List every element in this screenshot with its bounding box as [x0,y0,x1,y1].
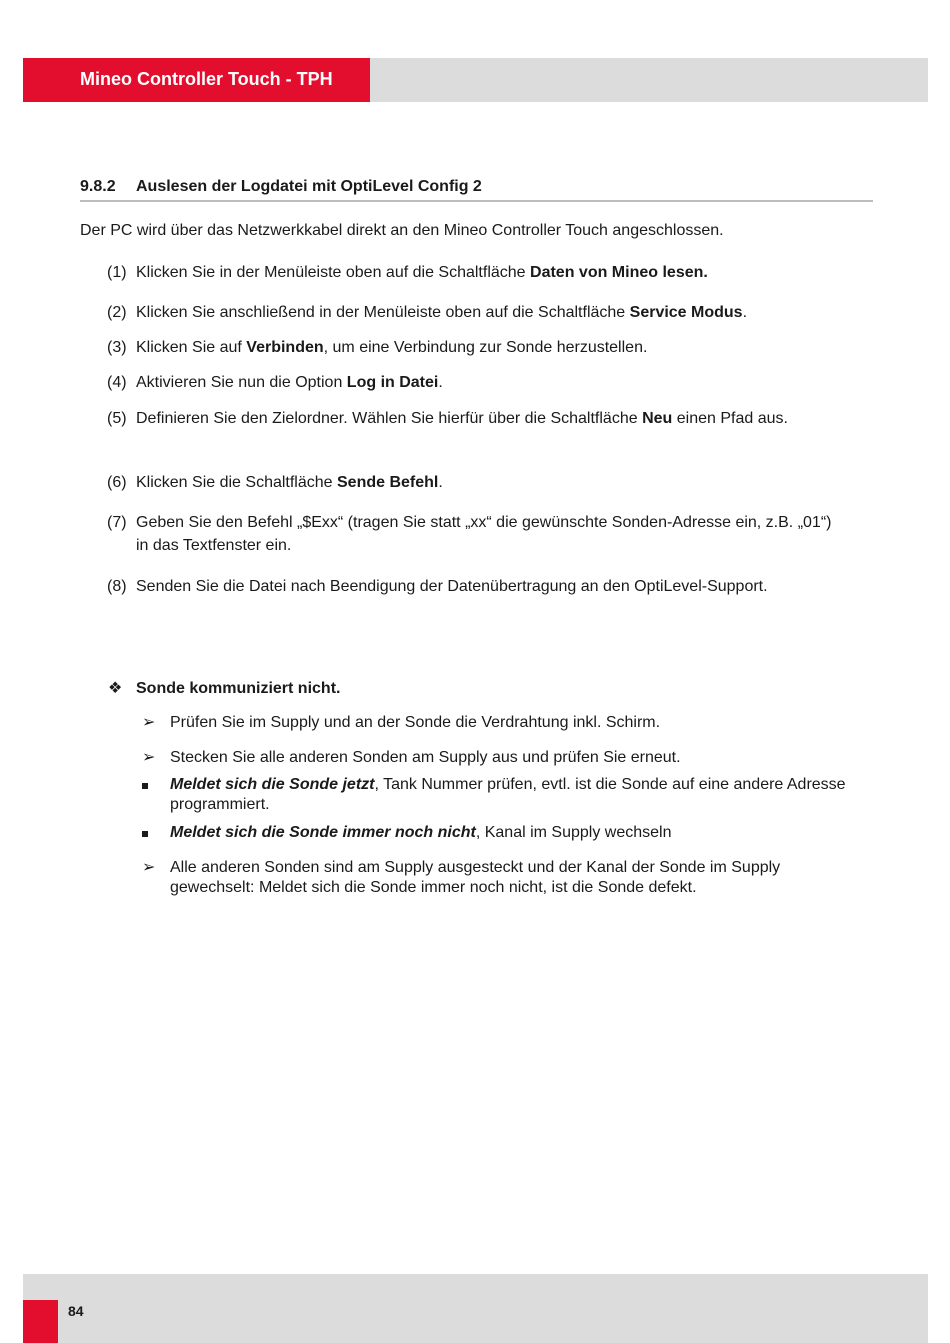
list-item-text: Alle anderen Sonden sind am Supply ausgesteckt und der Kanal der Sonde im Supply gewechselt: Meldet sich die Sonde immer noch nicht, ist die Sonde defekt. [170,859,781,896]
section-number: 9.8.2 [80,178,116,195]
step-text-plain: Geben Sie den Befehl „$Exx“ (tragen Sie statt „xx“ die gewünschte Sonden-Adresse ein, z.B. „01“) in das Textfenster ein. [136,514,832,554]
square-bullet-icon [142,775,166,795]
step-text-plain: Klicken Sie auf [136,339,247,356]
step-text-bold: Sende Befehl [337,474,439,491]
list-item [142,823,852,843]
section-title: Auslesen der Logdatei mit OptiLevel Config 2 [136,178,482,195]
list-item [142,775,852,815]
step-item [107,371,847,394]
list-item-text-emphasis: Meldet sich die Sonde immer noch nicht [170,824,476,841]
list-item [142,713,852,733]
step-item [107,575,847,598]
step-text-plain: einen Pfad aus. [672,410,788,427]
footer-accent [23,1300,58,1343]
step-text-bold: Log in Datei [346,374,439,391]
diamond-bullet-icon: ❖ [108,680,123,697]
header-bar [23,58,928,102]
list-item-text: Prüfen Sie im Supply und an der Sonde die Verdrahtung inkl. Schirm. [170,714,661,731]
list-item-text-plain: , Kanal im Supply wechseln [475,824,672,841]
step-item [107,511,832,557]
list-item-text [170,775,852,815]
step-number: (3) [107,339,127,356]
section-heading [80,178,873,202]
step-item [107,471,847,494]
step-text [136,261,847,284]
list-item-text-emphasis: Meldet sich die Sonde jetzt [170,776,375,793]
step-number: (4) [107,374,127,391]
list-item-text [170,823,852,843]
step-item [107,261,847,284]
step-text-plain: Senden Sie die Datei nach Beendigung der Datenübertragung an den OptiLevel-Support. [136,578,768,595]
step-text-bold: Daten von Mineo lesen. [530,264,708,281]
list-item-text: Stecken Sie alle anderen Sonden am Supply aus und prüfen Sie erneut. [170,749,681,766]
step-text [136,407,822,430]
square-bullet-icon [142,823,166,843]
step-item [107,407,822,430]
step-number: (5) [107,410,127,427]
step-text-plain: Definieren Sie den Zielordner. Wählen Sie hierfür über die Schaltfläche [136,410,643,427]
step-text-plain: Klicken Sie die Schaltfläche [136,474,337,491]
intro-paragraph: Der PC wird über das Netzwerkkabel direkt an den Mineo Controller Touch angeschlossen. [80,222,724,239]
troubleshooting-title [108,678,340,698]
step-text-plain: . [438,474,443,491]
step-text [136,371,847,394]
page-number: 84 [68,1303,84,1319]
step-text [136,511,832,557]
step-number: (2) [107,304,127,321]
step-text [136,575,847,598]
arrow-bullet-icon: ➢ [142,859,156,876]
list-item [142,748,852,768]
step-text-bold: Verbinden [246,339,324,356]
step-number: (6) [107,474,127,491]
step-text-plain: . [438,374,443,391]
step-text [136,301,847,324]
step-text-plain: Klicken Sie anschließend in der Menüleiste oben auf die Schaltfläche [136,304,630,321]
arrow-bullet-icon: ➢ [142,714,156,731]
step-text [136,471,847,494]
step-text-plain: Aktivieren Sie nun die Option [136,374,347,391]
step-number: (7) [107,514,127,531]
step-text [136,336,847,359]
step-text-bold: Service Modus [629,304,743,321]
step-number: (8) [107,578,127,595]
arrow-bullet-icon: ➢ [142,749,156,766]
document-title: Mineo Controller Touch - TPH [80,69,333,89]
step-item [107,336,847,359]
step-text-bold: Neu [642,410,673,427]
troubleshooting-title-text: Sonde kommuniziert nicht. [136,680,341,697]
step-text-plain: , um eine Verbindung zur Sonde herzustellen. [323,339,648,356]
step-text-plain: . [742,304,748,321]
step-text-plain: Klicken Sie in der Menüleiste oben auf die Schaltfläche [136,264,531,281]
header-accent [23,58,370,102]
step-item [107,301,847,324]
list-item-text-plain: , Tank Nummer prüfen, evtl. ist die Sonde auf eine andere Adresse programmiert. [170,776,846,813]
footer-bar [23,1274,928,1343]
list-item [142,858,852,898]
step-number: (1) [107,264,127,281]
